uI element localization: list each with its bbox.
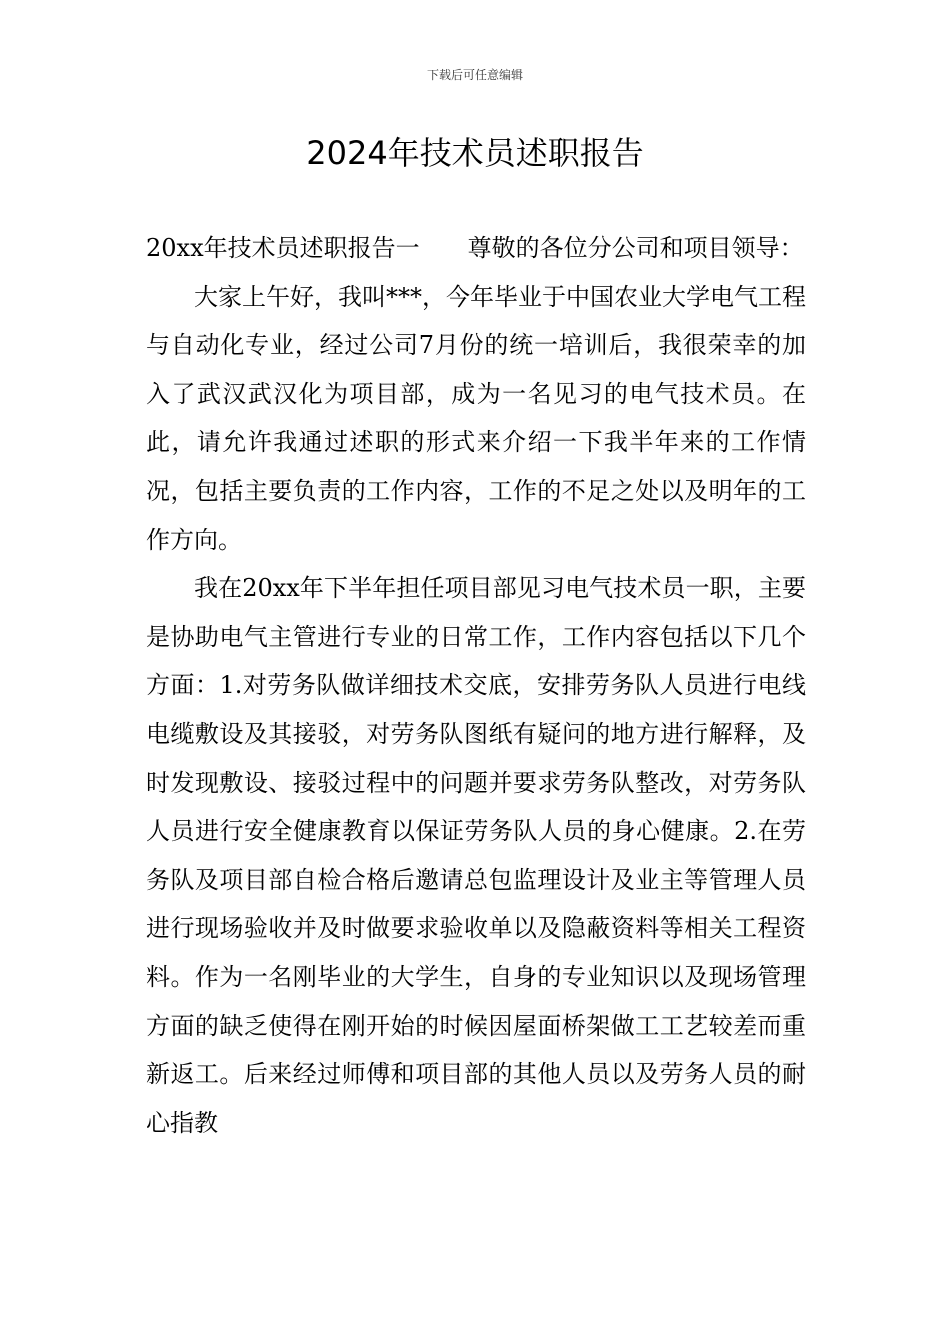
document-body: [146, 224, 806, 1147]
paragraph-work-content: 我在20xx年下半年担任项目部见习电气技术员一职，主要是协助电气主管进行专业的日常工作，工作内容包括以下几个方面：1.对劳务队做详细技术交底，安排劳务队人员进行电线电缆敷设及其接驳，对劳务队图纸有疑问的地方进行解释，及时发现敷设、接驳过程中的问题并要求劳务队整改，对劳务队人员进行安全健康教育以保证劳务队人员的身心健康。2.在劳务队及项目部自检合格后邀请总包监理设计及业主等管理人员进行现场验收并及时做要求验收单以及隐蔽资料等相关工程资料。作为一名刚毕业的大学生，自身的专业知识以及现场管理方面的缺乏使得在刚开始的时候因屋面桥架做工工艺较差而重新返工。后来经过师傅和项目部的其他人员以及劳务人员的耐心指教: [146, 574, 806, 1137]
document-title: 2024年技术员述职报告: [306, 134, 644, 172]
page-header-note: 下载后可任意编辑: [426, 68, 523, 82]
paragraph-introduction: 大家上午好，我叫***，今年毕业于中国农业大学电气工程与自动化专业，经过公司7月份的统一培训后，我很荣幸的加入了武汉武汉化为项目部，成为一名见习的电气技术员。在此，请允许我通过述职的形式来介绍一下我半年来的工作情况，包括主要负责的工作内容，工作的不足之处以及明年的工作方向。: [146, 282, 806, 554]
paragraph-salutation: 20xx年技术员述职报告一 尊敬的各位分公司和项目领导：: [146, 234, 804, 262]
